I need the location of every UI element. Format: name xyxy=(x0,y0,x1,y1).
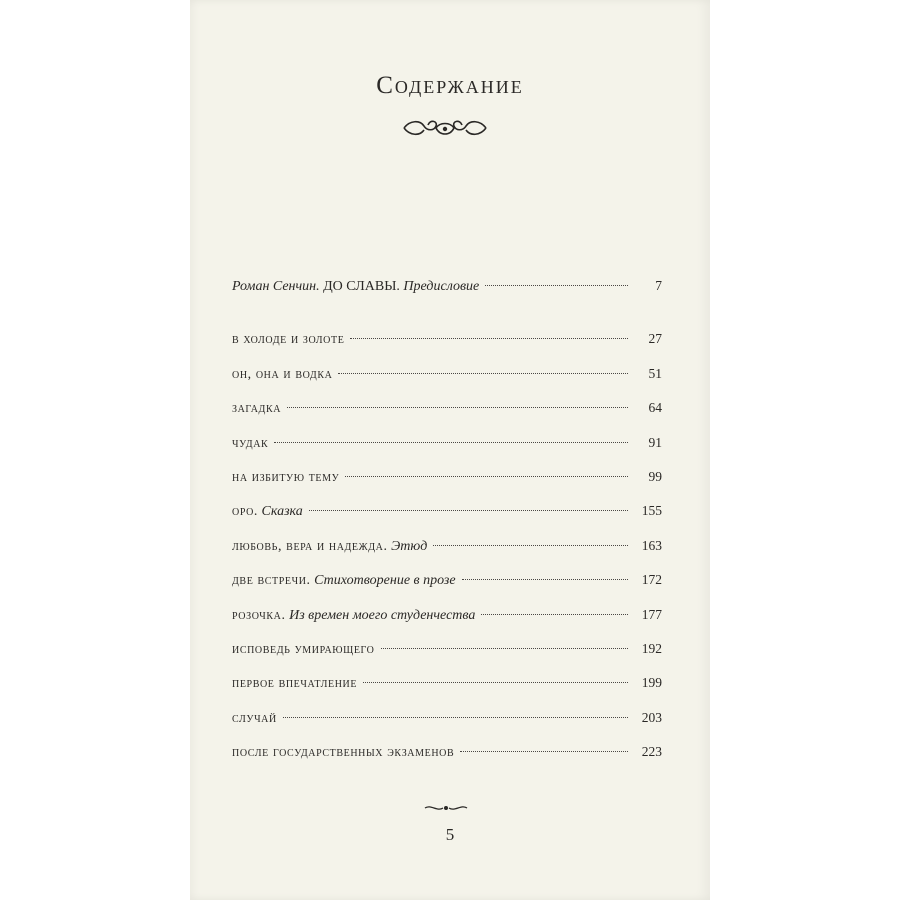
page-title: Содержание xyxy=(376,72,524,99)
toc-title: в холоде и золоте xyxy=(232,332,345,348)
toc-entry[interactable] xyxy=(232,435,662,469)
toc-entry[interactable] xyxy=(232,538,662,572)
toc-page-number: 172 xyxy=(641,572,662,588)
toc-page-number: 199 xyxy=(641,675,662,691)
dot-leader xyxy=(338,372,628,374)
toc-entry[interactable] xyxy=(232,331,662,365)
toc-title: первое впечатление xyxy=(232,676,358,692)
dot-leader xyxy=(283,716,628,718)
dot-leader xyxy=(309,509,628,511)
dot-leader xyxy=(462,578,628,580)
toc-subtitle: Из времен моего студенчества xyxy=(289,607,476,623)
toc-title: ДО СЛАВЫ. xyxy=(323,279,400,294)
toc-page-number: 155 xyxy=(641,503,662,519)
dot-leader xyxy=(287,406,628,408)
dot-leader xyxy=(363,681,628,683)
dot-leader xyxy=(460,750,628,752)
toc-page-number: 192 xyxy=(641,640,662,656)
toc-page-number: 91 xyxy=(648,434,662,450)
dot-leader xyxy=(345,475,628,477)
ornament-divider-icon xyxy=(400,116,490,140)
toc-subtitle: Предисловие xyxy=(403,279,480,294)
toc-title: на избитую тему xyxy=(232,469,340,485)
toc-entry[interactable] xyxy=(232,744,662,778)
toc-entry[interactable] xyxy=(232,366,662,400)
ornament-flourish-icon xyxy=(423,803,469,813)
toc-page-number: 51 xyxy=(648,365,662,381)
toc-title: чудак xyxy=(232,435,269,451)
toc-title: оро. xyxy=(232,504,259,520)
toc-subtitle: Стихотворение в прозе xyxy=(314,573,456,589)
toc-entry[interactable] xyxy=(232,469,662,503)
toc-page-number: 64 xyxy=(648,400,662,416)
toc-title: две встречи. xyxy=(232,573,311,589)
toc-title: случай xyxy=(232,710,277,726)
dot-leader xyxy=(381,647,628,649)
toc-page-number: 177 xyxy=(641,606,662,622)
toc-entry[interactable] xyxy=(232,710,662,744)
toc-subtitle: Сказка xyxy=(261,504,303,520)
toc-entry[interactable] xyxy=(232,572,662,606)
toc-entry[interactable] xyxy=(232,607,662,641)
dot-leader xyxy=(485,284,628,286)
book-page xyxy=(190,0,710,900)
toc-author: Роман Сенчин. xyxy=(232,279,320,294)
dot-leader xyxy=(481,613,628,615)
toc-entry[interactable] xyxy=(232,641,662,675)
toc-title: исповедь умирающего xyxy=(232,641,375,657)
toc-page-number: 223 xyxy=(641,744,662,760)
toc-entry[interactable] xyxy=(232,675,662,709)
dot-leader xyxy=(274,441,628,443)
toc-title: после государственных экзаменов xyxy=(232,745,455,761)
page-number: 5 xyxy=(445,825,455,844)
table-of-contents xyxy=(232,278,662,778)
toc-title: загадка xyxy=(232,401,282,417)
toc-page-number: 163 xyxy=(641,537,662,553)
toc-title: любовь, вера и надежда. xyxy=(232,538,388,554)
toc-entry[interactable] xyxy=(232,400,662,434)
toc-title: розочка. xyxy=(232,607,286,623)
toc-entry[interactable] xyxy=(232,278,662,312)
toc-page-number: 7 xyxy=(655,278,662,293)
toc-title: он, она и водка xyxy=(232,366,333,382)
dot-leader xyxy=(433,544,628,546)
dot-leader xyxy=(350,337,628,339)
toc-subtitle: Этюд xyxy=(391,538,428,554)
toc-page-number: 203 xyxy=(641,709,662,725)
toc-page-number: 99 xyxy=(648,468,662,484)
toc-entry[interactable] xyxy=(232,503,662,537)
toc-page-number: 27 xyxy=(648,331,662,347)
